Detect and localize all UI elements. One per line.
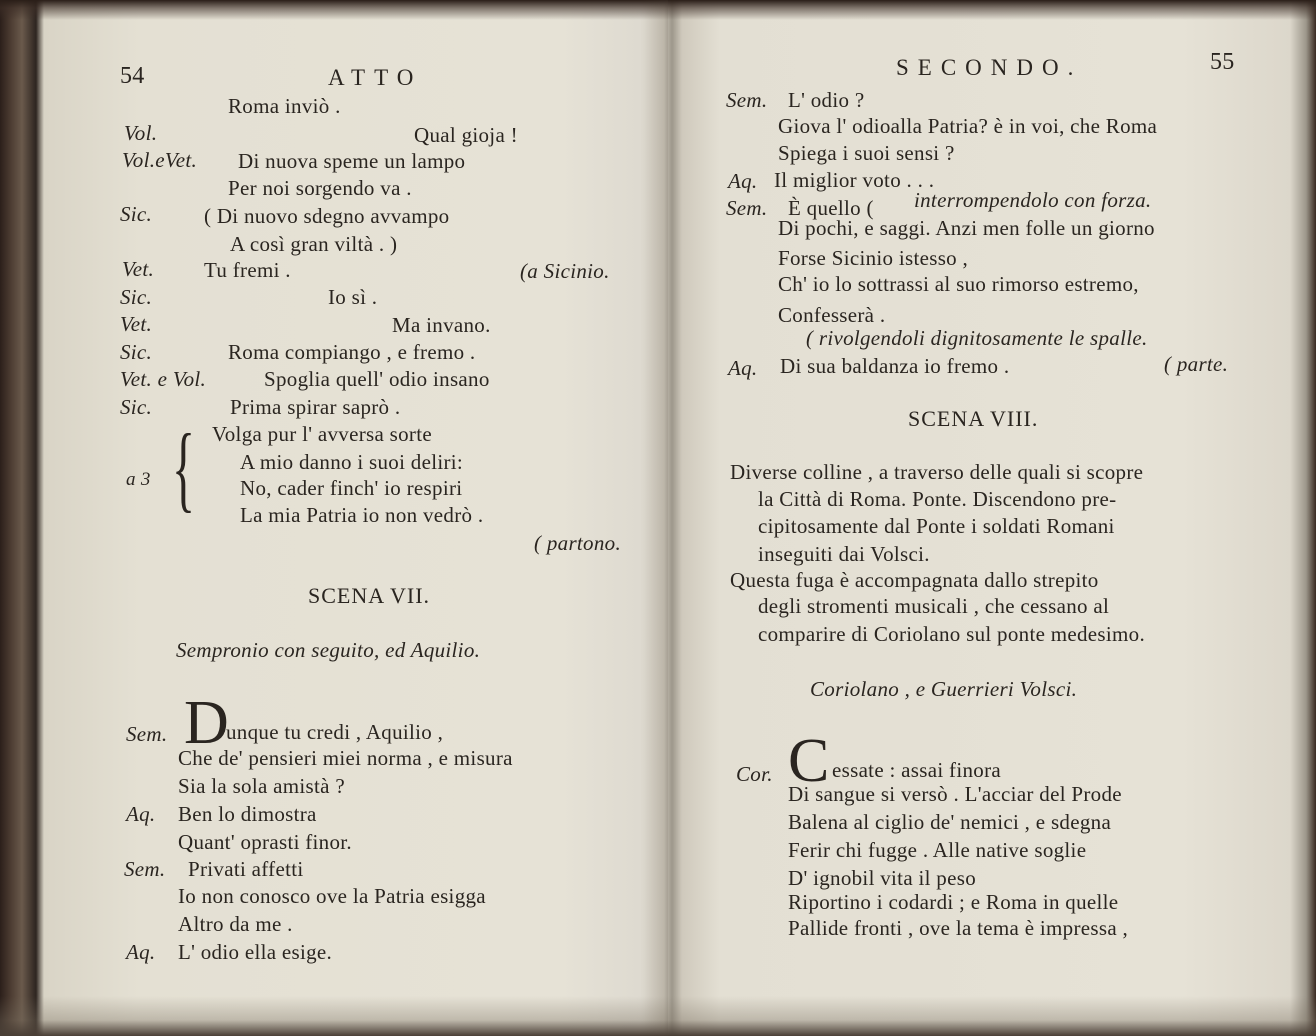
stage-direction: ( parte. bbox=[1164, 352, 1229, 376]
right-page bbox=[684, 0, 1306, 1036]
verse-line: Spiega i suoi sensi ? bbox=[778, 141, 955, 165]
verse-line: Io sì . bbox=[328, 285, 378, 309]
verse-line: Giova l' odioalla Patria? è in voi, che Roma bbox=[778, 114, 1158, 138]
verse-line: È quello ( bbox=[788, 196, 874, 220]
speaker-label: Aq. bbox=[126, 940, 156, 964]
scene-description-line: cipitosamente dal Ponte i soldati Romani bbox=[758, 514, 1115, 538]
verse-line: Io non conosco ove la Patria esigga bbox=[178, 884, 486, 908]
speaker-label: Sic. bbox=[120, 340, 153, 364]
scene-description-line: la Città di Roma. Ponte. Discendono pre- bbox=[758, 487, 1117, 511]
verse-line: Ch' io lo sottrassi al suo rimorso estremo, bbox=[778, 272, 1139, 296]
verse-line: essate : assai finora bbox=[832, 758, 1001, 782]
scene-description-line: Diverse colline , a traverso delle quali si scopre bbox=[730, 460, 1144, 484]
scene-persons: Sempronio con seguito, ed Aquilio. bbox=[176, 638, 481, 662]
verse-line: Confesserà . bbox=[778, 303, 886, 327]
verse-line: Per noi sorgendo va . bbox=[228, 176, 412, 200]
speaker-label: Vet. bbox=[122, 257, 155, 281]
stage-direction: (a Sicinio. bbox=[520, 259, 610, 283]
left-page bbox=[44, 0, 668, 1036]
speaker-label: Sic. bbox=[120, 202, 153, 226]
running-header: ATTO bbox=[328, 65, 423, 90]
speaker-label: Aq. bbox=[126, 802, 156, 826]
verse-line: Di sua baldanza io fremo . bbox=[780, 354, 1010, 378]
scene-title: SCENA VII. bbox=[308, 583, 431, 608]
gutter-shadow bbox=[644, 0, 668, 1036]
speaker-label: Aq. bbox=[728, 356, 758, 380]
verse-line: Volga pur l' avversa sorte bbox=[212, 422, 432, 446]
verse-line: Roma compiango , e fremo . bbox=[228, 340, 476, 364]
verse-line: L' odio ? bbox=[788, 88, 865, 112]
speaker-label: Sem. bbox=[126, 722, 168, 746]
page-number: 54 bbox=[120, 63, 145, 89]
verse-line: Sia la sola amistà ? bbox=[178, 774, 345, 798]
verse-line: Altro da me . bbox=[178, 912, 293, 936]
speaker-label: Aq. bbox=[728, 169, 758, 193]
verse-line: No, cader finch' io respiri bbox=[240, 476, 463, 500]
verse-line: Riportino i codardi ; e Roma in quelle bbox=[788, 890, 1119, 914]
speaker-label: Sem. bbox=[124, 857, 166, 881]
speaker-label: Sic. bbox=[120, 395, 153, 419]
verse-line: ( Di nuovo sdegno avvampo bbox=[204, 204, 450, 228]
verse-line: Pallide fronti , ove la tema è impressa , bbox=[788, 916, 1129, 940]
trio-label: a 3 bbox=[126, 469, 151, 490]
verse-line: L' odio ella esige. bbox=[178, 940, 333, 964]
page-number: 55 bbox=[1210, 49, 1235, 75]
verse-line: Che de' pensieri miei norma , e misura bbox=[178, 746, 513, 770]
verse-line: unque tu credi , Aquilio , bbox=[226, 720, 444, 744]
verse-line: Di pochi, e saggi. Anzi men folle un giorno bbox=[778, 216, 1155, 240]
verse-line: D' ignobil vita il peso bbox=[788, 866, 977, 890]
stage-direction: interrompendolo con forza. bbox=[914, 188, 1152, 212]
speaker-label: Vet. bbox=[120, 312, 153, 336]
verse-line: Di sangue si versò . L'acciar del Prode bbox=[788, 782, 1122, 806]
speaker-label: Sic. bbox=[120, 285, 153, 309]
speaker-label: Sem. bbox=[726, 196, 768, 220]
drop-capital: D bbox=[184, 689, 229, 757]
verse-line: Spoglia quell' odio insano bbox=[264, 367, 490, 391]
verse-line: Il miglior voto . . . bbox=[774, 168, 935, 192]
verse-line: Balena al ciglio de' nemici , e sdegna bbox=[788, 810, 1112, 834]
speaker-label: Sem. bbox=[726, 88, 768, 112]
scene-description-line: degli stromenti musicali , che cessano al bbox=[758, 594, 1110, 618]
scene-description-line: Questa fuga è accompagnata dallo strepito bbox=[730, 568, 1099, 592]
scene-title: SCENA VIII. bbox=[908, 406, 1039, 431]
verse-line: Di nuova speme un lampo bbox=[238, 149, 466, 173]
verse-line: Roma inviò . bbox=[228, 94, 341, 118]
stage-direction: ( partono. bbox=[534, 531, 621, 555]
verse-line: Ma invano. bbox=[392, 313, 491, 337]
running-header: SECONDO. bbox=[896, 55, 1083, 80]
verse-line: Qual gioja ! bbox=[414, 123, 518, 147]
speaker-label: Vet. e Vol. bbox=[120, 367, 207, 391]
stage-direction: ( rivolgendoli dignitosamente le spalle. bbox=[806, 326, 1148, 350]
scene-description-line: inseguiti dai Volsci. bbox=[758, 542, 930, 566]
verse-line: Tu fremi . bbox=[204, 258, 291, 282]
verse-line: Ferir chi fugge . Alle native soglie bbox=[788, 838, 1087, 862]
scene-persons: Coriolano , e Guerrieri Volsci. bbox=[810, 677, 1078, 701]
verse-line: Forse Sicinio istesso , bbox=[778, 246, 969, 270]
verse-line: Prima spirar saprò . bbox=[230, 395, 401, 419]
speaker-label: Vol. bbox=[124, 121, 158, 145]
verse-line: A mio danno i suoi deliri: bbox=[240, 450, 464, 474]
brace: { bbox=[172, 414, 196, 521]
verse-line: A così gran viltà . ) bbox=[230, 232, 398, 256]
verse-line: Privati affetti bbox=[188, 857, 304, 881]
speaker-label: Cor. bbox=[736, 762, 773, 786]
speaker-label: Vol.eVet. bbox=[122, 148, 198, 172]
verse-line: La mia Patria io non vedrò . bbox=[240, 503, 484, 527]
scene-description-line: comparire di Coriolano sul ponte medesimo. bbox=[758, 622, 1146, 646]
verse-line: Ben lo dimostra bbox=[178, 802, 317, 826]
verse-line: Quant' oprasti finor. bbox=[178, 830, 352, 854]
drop-capital: C bbox=[788, 727, 830, 795]
